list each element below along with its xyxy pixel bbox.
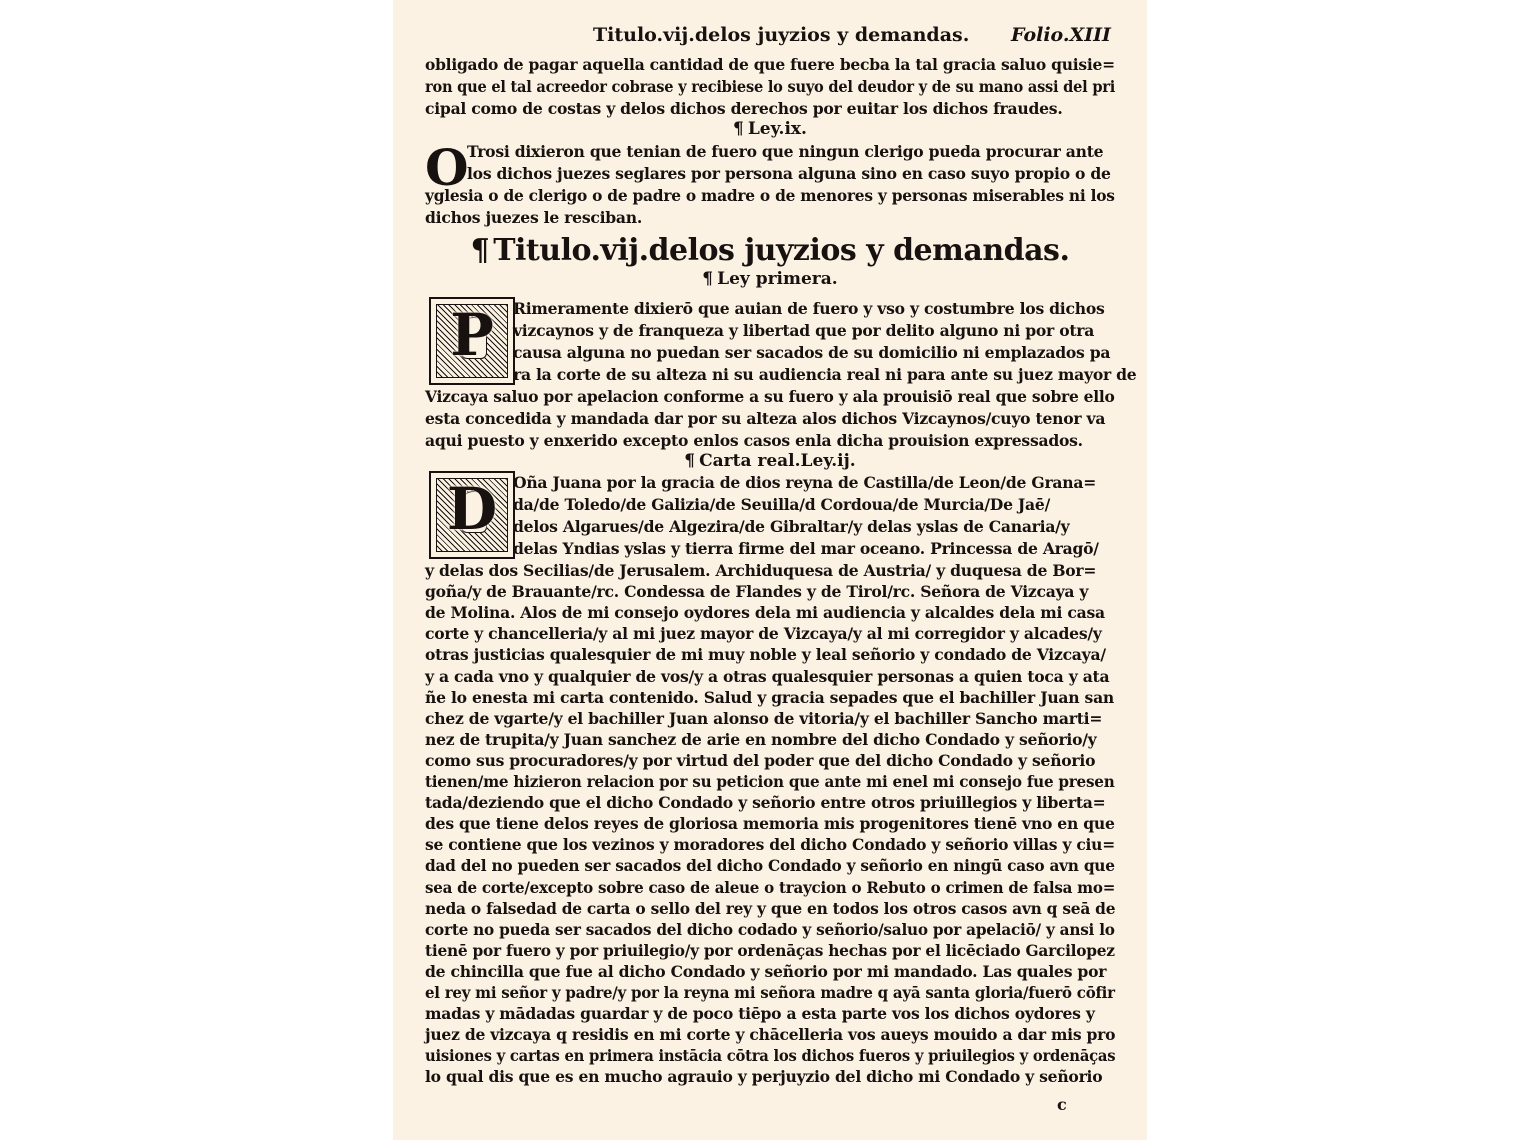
text-line: los dichos juezes seglares por persona alguna sino en caso suyo propio o de — [467, 164, 1111, 183]
text-line: da/de Toledo/de Galizia/de Seuilla/d Cordoua/de Murcia/De Jaē/ — [513, 495, 1051, 514]
text-line: tada/deziendo que el dicho Condado y señorio entre otros priuillegios y liberta= — [425, 793, 1106, 813]
text-line: y a cada vno y qualquier de vos/y a otras qualesquier personas a quien toca y ata — [425, 666, 1110, 686]
text-line: de Molina. Alos de mi consejo oydores dela mi audiencia y alcaldes dela mi casa — [425, 603, 1105, 623]
text-line: obligado de pagar aquella cantidad de que fuere becba la tal gracia saluo quisie= — [425, 55, 1115, 74]
text-line: juez de vizcaya q residis en mi corte y chācelleria vos aueys mouido a dar mis pro — [425, 1025, 1116, 1045]
text-line-last: lo qual dis que es en mucho agrauio y perjuyzio del dicho mi Condado y señorio — [425, 1067, 1103, 1087]
text-line: y delas dos Secilias/de Jerusalem. Archiduquesa de Austria/ y duquesa de Bor= — [425, 561, 1097, 580]
text-line: Vizcaya saluo por apelacion conforme a su fuero y ala prouisiō real que sobre ello — [425, 387, 1115, 406]
text-line: de chincilla que fue al dicho Condado y señorio por mi mandado. Las quales por — [425, 961, 1107, 981]
initial-letter-o: O — [425, 138, 469, 197]
woodcut-initial-p — [429, 297, 515, 385]
text-line: dichos juezes le resciban. — [425, 208, 643, 227]
text-line: corte y chancelleria/y al mi juez mayor de Vizcaya/y al mi corregidor y alcades/y — [425, 624, 1102, 644]
law-heading-label: Ley primera. — [717, 269, 838, 289]
text-line: des que tiene delos reyes de gloriosa memoria mis progenitores tienē vno en que — [425, 814, 1115, 834]
text-line: tienen/me hizieron relacion por su peticion que ante mi enel mi consejo fue presen — [425, 772, 1115, 791]
law-heading-label: Carta real.Ley.ij. — [699, 451, 856, 471]
law-heading-label: Ley.ix. — [747, 119, 807, 139]
text-line: chez de vgarte/y el bachiller Juan alonso de vitoria/y el bachiller Sancho marti= — [425, 708, 1103, 728]
text-line: otras justicias qualesquier de mi muy noble y leal señorio y condado de Vizcaya/ — [425, 645, 1106, 665]
law-heading-carta-real — [393, 450, 1147, 472]
text-line: corte no pueda ser sacados del dicho codado y señorio/saluo por apelaciō/ y ansi lo — [425, 919, 1115, 939]
text-line: causa alguna no puedan ser sacados de su domicilio ni emplazados pa — [513, 343, 1111, 362]
text-line: Rimeramente dixierō que auian de fuero y vso y costumbre los dichos — [513, 299, 1105, 318]
text-line: delos Algarues/de Algezira/de Gibraltar/y delas yslas de Canaria/y — [513, 517, 1070, 536]
text-line: dad del no pueden ser sacados del dicho Condado y señorio en ningū caso avn que — [425, 856, 1115, 876]
text-line: sea de corte/excepto sobre caso de aleue o traycion o Rebuto o crimen de falsa mo= — [425, 877, 1116, 897]
text-line: ron que el tal acreedor cobrase y recibiese lo suyo del deudor y de su mano assi del pri — [425, 77, 1116, 96]
running-head — [393, 24, 1147, 50]
text-line: madas y mādadas guardar y de poco tiēpo a esta parte vos los dichos oydores y — [425, 1004, 1095, 1024]
text-line: como sus procuradores/y por virtud del poder que del dicho Condado y señorio — [425, 750, 1096, 770]
text-line: nez de trupita/y Juan sanchez de arie en nombre del dicho Condado y señorio/y — [425, 729, 1097, 749]
folio-number: Folio.XIII — [1011, 24, 1111, 46]
pilcrow-icon: ¶ — [684, 451, 696, 471]
initial-letter-p: P — [450, 301, 494, 369]
initial-letter-d: D — [446, 475, 498, 543]
text-line: el rey mi señor y padre/y por la reyna mi señora madre q ayā santa gloria/fuerō cōfir — [425, 983, 1115, 1002]
text-line: ra la corte de su alteza ni su audiencia real ni para ante su juez mayor de — [513, 365, 1137, 384]
section-title-text: Titulo.vij.delos juyzios y demandas. — [493, 233, 1070, 268]
text-line: Trosi dixieron que tenian de fuero que ningun clerigo pueda procurar ante — [467, 142, 1104, 161]
signature-mark: c — [1057, 1095, 1067, 1114]
text-line: yglesia o de clerigo o de padre o madre o de menores y personas miserables ni los — [425, 186, 1115, 205]
pilcrow-icon: ¶ — [702, 269, 714, 289]
law-heading-ix — [393, 118, 1147, 140]
text-line: tienē por fuero y por priuilegio/y por ordenāças hechas por el licēciado Garcilopez — [425, 940, 1115, 960]
text-line: cipal como de costas y delos dichos derechos por euitar los dichos fraudes. — [425, 99, 1063, 118]
pilcrow-icon: ¶ — [733, 119, 744, 139]
text-line: uisiones y cartas en primera instācia cōtra los dichos fueros y priuilegios y ordenāças — [425, 1046, 1116, 1066]
text-line: se contiene que los vezinos y moradores del dicho Condado y señorio villas y ciu= — [425, 835, 1115, 855]
law-heading-primera — [393, 268, 1147, 290]
text-line: Oña Juana por la gracia de dios reyna de Castilla/de Leon/de Grana= — [513, 473, 1097, 492]
text-line: delas Yndias yslas y tierra firme del mar oceano. Princessa de Aragō/ — [513, 539, 1099, 558]
running-head-title: Titulo.vij.delos juyzios y demandas. — [593, 24, 970, 46]
text-line: ñe lo enesta mi carta contenido. Salud y gracia sepades que el bachiller Juan san — [425, 687, 1115, 707]
text-line: goña/y de Brauante/rc. Condessa de Flandes y de Tirol/rc. Señora de Vizcaya y — [425, 582, 1089, 602]
pilcrow-icon: ¶ — [470, 233, 490, 268]
section-title — [393, 234, 1147, 268]
book-page — [393, 0, 1147, 1140]
woodcut-initial-d — [429, 471, 515, 559]
text-line: aqui puesto y enxerido excepto enlos casos enla dicha prouision expressados. — [425, 431, 1083, 450]
text-line: esta concedida y mandada dar por su alteza alos dichos Vizcaynos/cuyo tenor va — [425, 409, 1106, 428]
text-line: vizcaynos y de franqueza y libertad que por delito alguno ni por otra — [513, 321, 1095, 340]
text-line: neda o falsedad de carta o sello del rey y que en todos los otros casos avn q seā de — [425, 898, 1116, 918]
